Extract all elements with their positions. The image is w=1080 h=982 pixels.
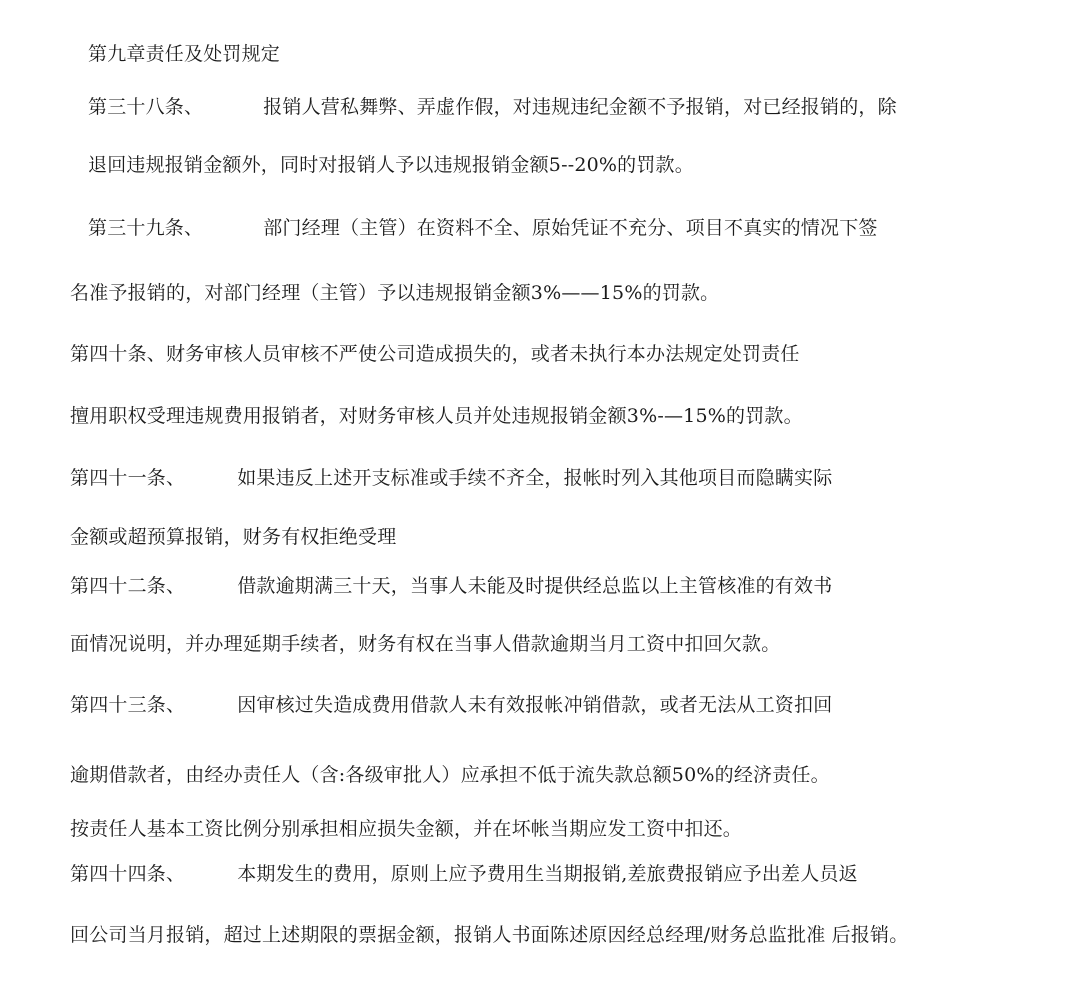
- article-text: 本期发生的费用，原则上应予费用生当期报销,差旅费报销应予出差人员返: [237, 863, 858, 885]
- article-text: 因审核过失造成费用借款人未有效报帐冲销借款，或者无法从工资扣回: [237, 694, 833, 716]
- article-text: 金额或超预算报销，财务有权拒绝受理: [70, 526, 397, 548]
- article-41-line-2: [70, 525, 396, 549]
- article-38-line-1: [88, 95, 897, 119]
- article-text: 面情况说明，并办理延期手续者，财务有权在当事人借款逾期当月工资中扣回欠款。: [70, 633, 781, 655]
- article-text: 部门经理（主管）在资料不全、原始凭证不充分、项目不真实的情况下签: [263, 217, 878, 239]
- article-44-line-1: [70, 862, 858, 886]
- article-text: 报销人营私舞弊、弄虚作假，对违规违纪金额不予报销，对已经报销的，除: [263, 96, 897, 118]
- article-41-line-1: [70, 466, 832, 490]
- article-text: 逾期借款者，由经办责任人（含:各级审批人）应承担不低于流失款总额50%的经济责任。: [70, 764, 830, 786]
- article-39-line-2: [70, 281, 719, 305]
- article-label: 第四十四条、: [70, 863, 186, 885]
- article-43-line-1: [70, 693, 832, 717]
- article-text: 第四十条、财务审核人员审核不严使公司造成损失的，或者未执行本办法规定处罚责任: [70, 343, 800, 365]
- article-label: 第四十一条、: [70, 467, 186, 489]
- article-text: 退回违规报销金额外，同时对报销人予以违规报销金额5--20%的罚款。: [88, 154, 694, 176]
- article-label: 第四十二条、: [70, 575, 186, 597]
- article-text: 名准予报销的，对部门经理（主管）予以违规报销金额3%——15%的罚款。: [70, 282, 720, 304]
- article-40-line-1: [70, 342, 800, 366]
- article-text: 借款逾期满三十天，当事人未能及时提供经总监以上主管核准的有效书: [237, 575, 833, 597]
- article-text: 擅用职权受理违规费用报销者，对财务审核人员并处违规报销金额3%-—15%的罚款。: [70, 405, 803, 427]
- article-44-line-2: [70, 923, 908, 947]
- article-label: 第三十九条、: [88, 217, 204, 239]
- article-40-line-2: [70, 404, 803, 428]
- chapter-title: 第九章责任及处罚规定: [88, 43, 281, 65]
- article-43-line-3: [70, 817, 742, 841]
- article-text: 如果违反上述开支标准或手续不齐全，报帐时列入其他项目而隐瞒实际: [237, 467, 833, 489]
- article-43-line-2: [70, 763, 830, 787]
- article-label: 第四十三条、: [70, 694, 186, 716]
- article-text: 回公司当月报销，超过上述期限的票据金额，报销人书面陈述原因经总经理/财务总监批准 后报销。: [70, 924, 909, 946]
- article-label: 第三十八条、: [88, 96, 204, 118]
- article-42-line-1: [70, 574, 832, 598]
- article-39-line-1: [88, 216, 878, 240]
- article-42-line-2: [70, 632, 780, 656]
- article-38-line-2: [88, 153, 694, 177]
- article-text: 按责任人基本工资比例分别承担相应损失金额，并在坏帐当期应发工资中扣还。: [70, 818, 743, 840]
